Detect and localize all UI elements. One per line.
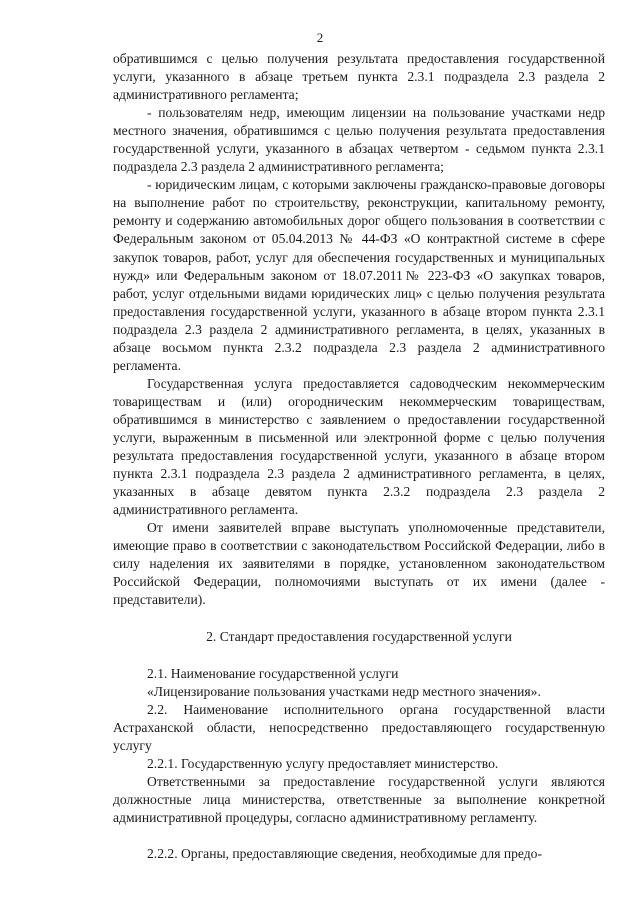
paragraph: От имени заявителей вправе выступать уполномоченные представители, имеющие право в соответствии с законодательством Российской Федерации, либо в силу наделения их заявителями в порядке, установленном законодательством Российской Федерации, полномочиями выступать от их имени (далее - представители). <box>113 520 605 608</box>
document-body <box>113 50 605 863</box>
paragraph: Ответственными за предоставление государственной услуги являются должностные лица министерства, ответственные за выполнение конкретной административной процедуры, согласно административному регламенту. <box>113 773 605 825</box>
paragraph: 2.1. Наименование государственной услуги <box>147 665 399 681</box>
paragraph: 2.2.2. Органы, предоставляющие сведения, необходимые для предо- <box>147 845 543 861</box>
paragraph: 2.2.1. Государственную услугу предоставляет министерство. <box>147 755 499 771</box>
paragraph: обратившимся с целью получения результата предоставления государственной услуги, указанного в абзаце третьем пункта 2.3.1 подраздела 2.3 раздела 2 административного регламента; <box>113 51 605 103</box>
section-heading: 2. Стандарт предоставления государственной услуги <box>206 629 512 645</box>
paragraph: - пользователям недр, имеющим лицензии на пользование участками недр местного значения, обратившимся с целью получения результата предоставления государственной услуги, указанного в абзацах четвертом - седьмом пункта 2.3.1 подраздела 2.3 раздела 2 административного регламента; <box>113 105 605 175</box>
page-number: 2 <box>316 30 324 45</box>
paragraph: «Лицензирование пользования участками недр местного значения». <box>147 683 541 699</box>
paragraph: - юридическим лицам, с которыми заключены гражданско-правовые договоры на выполнение работ по строительству, реконструкции, капитальному ремонту, ремонту и содержанию автомобильных дорог общего пользования в соответствии с Федеральным законом от 05.04.2013 № 44-ФЗ «О контрактной системе в сфере закупок товаров, работ, услуг для обеспечения государственных и муниципальных нужд» или Федеральным законом от 18.07.2011№ 223-ФЗ «О закупках товаров, работ, услуг отдельными видами юридических лиц» с целью получения результата предоставления государственной услуги, указанного в абзаце втором пункта 2.3.1 подраздела 2.3 раздела 2 административного регламента, в целях, указанных в абзаце восьмом пункта 2.3.2 подраздела 2.3 раздела 2 административного регламента. <box>113 177 605 373</box>
paragraph: Государственная услуга предоставляется садоводческим некоммерческим товариществам и (или) огородническим некоммерческим товариществам, обратившимся в министерство с заявлением о предоставлении государственной услуги, выраженным в письменной или электронной форме с целью получения результата предоставления государственной услуги, указанного в абзаце втором пункта 2.3.1 подраздела 2.3 раздела 2 административного регламента, в целях, указанных в абзаце девятом пункта 2.3.2 подраздела 2.3 раздела 2 административного регламента. <box>113 375 605 518</box>
paragraph: 2.2. Наименование исполнительного органа государственной власти Астраханской области, непосредственно предоставляющего государственную услугу <box>113 701 605 753</box>
